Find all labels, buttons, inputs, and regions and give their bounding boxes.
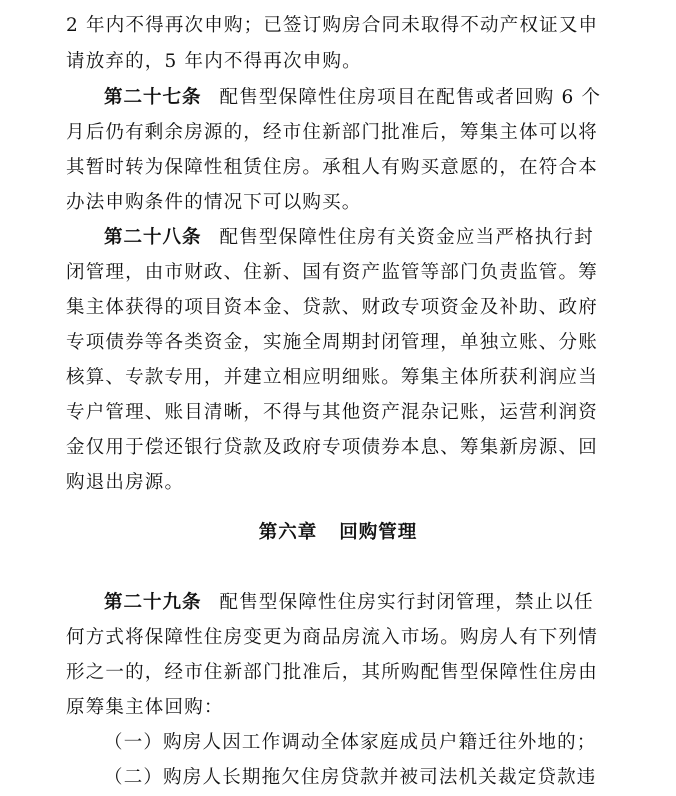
article-27-number: 第二十七条: [104, 87, 202, 108]
list-item: （一）购房人因工作调动全体家庭成员户籍迁往外地的；: [104, 732, 597, 753]
text-line: 集主体获得的项目资本金、贷款、财政专项资金及补助、政府: [66, 297, 598, 318]
article-28-text: 配售型保障性住房有关资金应当严格执行封: [219, 227, 594, 248]
text-line: 金仅用于偿还银行贷款及政府专项债券本息、筹集新房源、回: [66, 437, 598, 458]
text-line: 形之一的，经市住新部门批准后，其所购配售型保障性住房由: [66, 662, 598, 683]
text-line: 核算、专款专用，并建立相应明细账。筹集主体所获利润应当: [66, 367, 598, 388]
text-line: 闭管理，由市财政、住新、国有资产监管等部门负责监管。筹: [66, 262, 598, 283]
text-line: 办法申购条件的情况下可以购买。: [66, 192, 362, 213]
article-29-text: 配售型保障性住房实行封闭管理，禁止以任: [219, 592, 594, 613]
text-line: 2 年内不得再次申购；已签订购房合同未取得不动产权证又申: [66, 15, 599, 36]
text-line: 专户管理、账目清晰，不得与其他资产混杂记账，运营利润资: [66, 402, 598, 423]
text-line: 购退出房源。: [66, 472, 185, 493]
chapter-number: 第六章: [258, 522, 318, 543]
article-28-number: 第二十八条: [104, 227, 202, 248]
text-line: 专项债券等各类资金，实施全周期封闭管理，单独立账、分账: [66, 332, 598, 353]
article-27-first-line: [104, 86, 626, 110]
article-27-text: 配售型保障性住房项目在配售或者回购 6 个: [219, 87, 602, 108]
chapter-title: 回购管理: [339, 522, 418, 543]
text-line: 何方式将保障性住房变更为商品房流入市场。购房人有下列情: [66, 627, 598, 648]
text-line: 月后仍有剩余房源的，经市住新部门批准后，筹集主体可以将: [66, 122, 598, 143]
text-line: 其暂时转为保障性租赁住房。承租人有购买意愿的，在符合本: [66, 157, 598, 178]
text-line: 请放弃的，5 年内不得再次申购。: [66, 51, 362, 72]
text-line: 原筹集主体回购：: [66, 697, 224, 718]
chapter-heading: [0, 521, 676, 545]
article-29-first-line: [104, 591, 626, 615]
article-29-number: 第二十九条: [104, 592, 202, 613]
article-28-first-line: [104, 226, 626, 250]
list-item: （二）购房人长期拖欠住房贷款并被司法机关裁定贷款违: [104, 767, 597, 788]
